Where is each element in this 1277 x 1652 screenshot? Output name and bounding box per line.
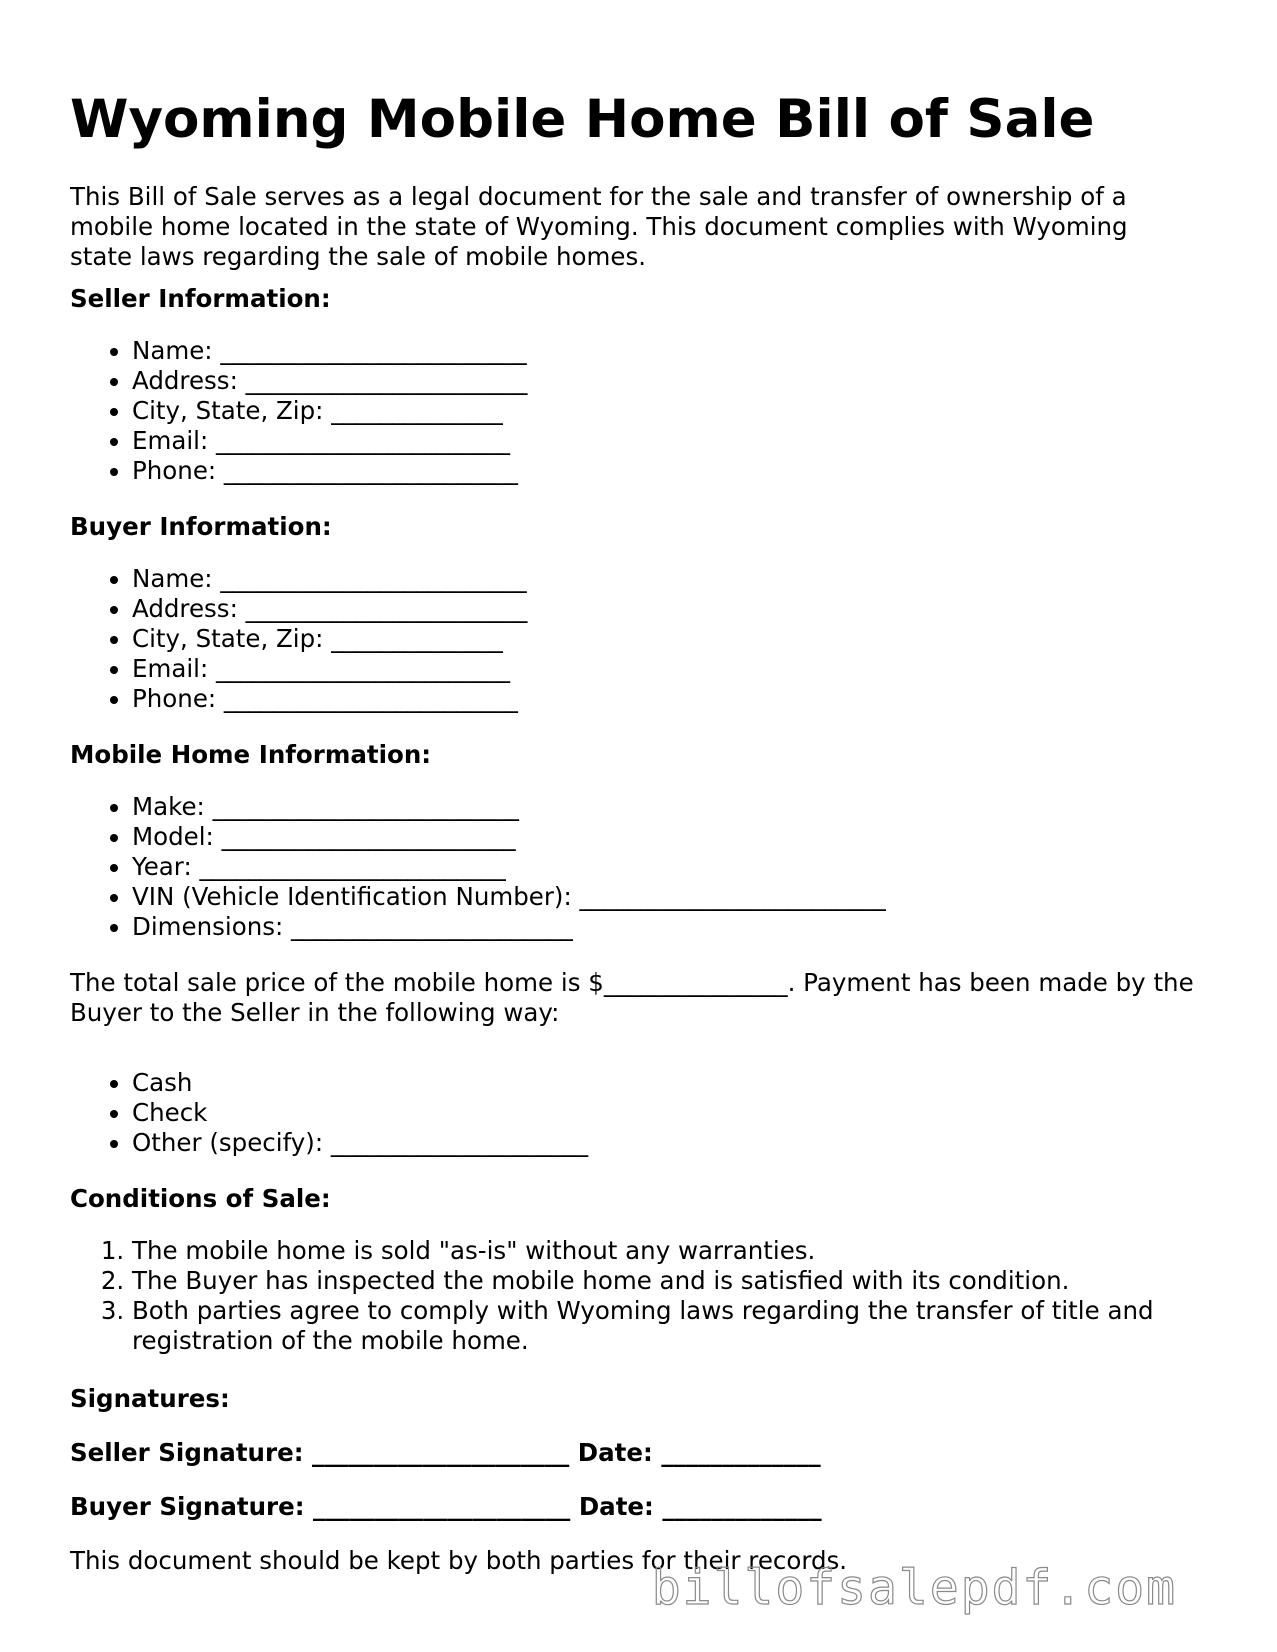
watermark: billofsalepdf.com [651,1560,1177,1616]
list-item: • Phone: ________________________ [132,684,527,714]
signatures-heading: Signatures: [70,1384,230,1413]
sale-price-paragraph: The total sale price of the mobile home is $_______________. Payment has been made by the Buyer to the Seller in the following way: [70,968,1194,1027]
list-item: • Dimensions: _______________________ [132,912,886,942]
list-item: • VIN (Vehicle Identification Number): _________________________ [132,882,886,912]
seller-heading: Seller Information: [70,284,331,313]
list-item: • Email: ________________________ [132,426,527,456]
list-item: • City, State, Zip: ______________ [132,624,527,654]
list-item: • Phone: ________________________ [132,456,527,486]
mobile-home-info-list [70,792,886,942]
buyer-info-list [70,564,527,714]
conditions-heading: Conditions of Sale: [70,1184,331,1213]
list-item: 3. Both parties agree to comply with Wyoming laws regarding the transfer of title and registration of the mobile home. [132,1296,1242,1356]
list-item: • Model: ________________________ [132,822,886,852]
payment-method-list [70,1068,588,1158]
list-item: • Name: _________________________ [132,336,527,366]
intro-paragraph: This Bill of Sale serves as a legal document for the sale and transfer of ownership of a mobile home located in the state of Wyoming. This document complies with Wyoming state laws regarding the sale of mobile homes. [70,182,1128,271]
seller-signature-line: Seller Signature: _____________________ Date: _____________ [70,1438,821,1467]
list-item: • Make: _________________________ [132,792,886,822]
buyer-signature-line: Buyer Signature: _____________________ Date: _____________ [70,1492,822,1521]
list-item: 1. The mobile home is sold "as-is" without any warranties. [132,1236,1242,1266]
list-item: • Name: _________________________ [132,564,527,594]
list-item: • Email: ________________________ [132,654,527,684]
footer-note: This document should be kept by both parties for their records. [70,1546,848,1575]
buyer-heading: Buyer Information: [70,512,332,541]
list-item: 2. The Buyer has inspected the mobile home and is satisfied with its condition. [132,1266,1242,1296]
list-item: • Address: _______________________ [132,594,527,624]
list-item: • Check [132,1098,588,1128]
mobile-home-heading: Mobile Home Information: [70,740,432,769]
list-item: • Address: _______________________ [132,366,527,396]
seller-info-list [70,336,527,486]
conditions-list [70,1236,1242,1356]
document-title: Wyoming Mobile Home Bill of Sale [70,89,1095,150]
list-item: • Other (specify): _____________________ [132,1128,588,1158]
list-item: • City, State, Zip: ______________ [132,396,527,426]
list-item: • Cash [132,1068,588,1098]
list-item: • Year: _________________________ [132,852,886,882]
